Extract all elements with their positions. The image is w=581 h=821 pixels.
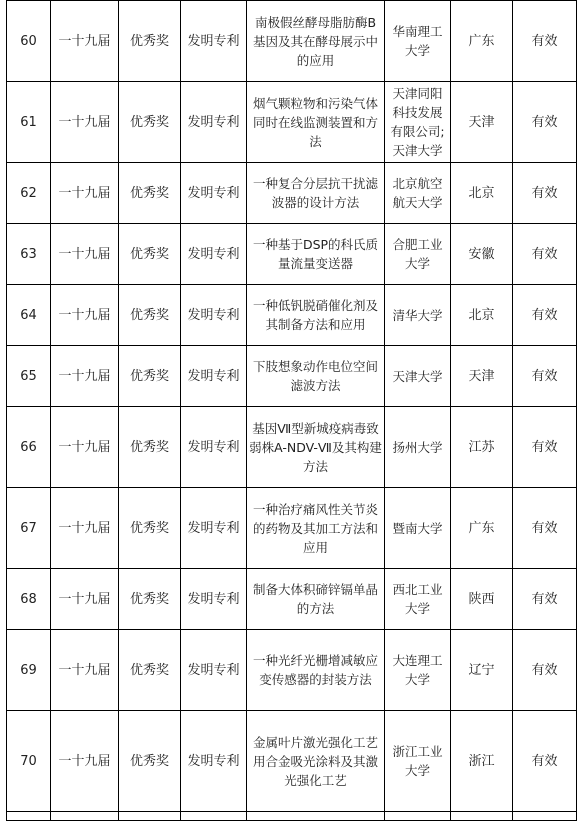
- table-row: [7, 82, 577, 163]
- table-row: [7, 630, 577, 711]
- status-cell: 有效: [513, 1, 577, 82]
- patent-name-cell: 南极假丝酵母脂肪酶B基因及其在酵母展示中的应用: [247, 1, 385, 82]
- row-number: 65: [7, 346, 51, 407]
- status-cell: 有效: [513, 407, 577, 488]
- region-cell: 辽宁: [451, 630, 513, 711]
- table-row: [7, 346, 577, 407]
- award-cell: 优秀奖: [119, 569, 181, 630]
- award-cell: 优秀奖: [119, 488, 181, 569]
- region-cell: 安徽: [451, 224, 513, 285]
- award-cell: 优秀奖: [119, 407, 181, 488]
- session-cell: 一十九届: [51, 630, 119, 711]
- organization-cell: 暨南大学: [385, 488, 451, 569]
- region-cell: 浙江: [451, 711, 513, 812]
- status-cell: 有效: [513, 711, 577, 812]
- table-row: [7, 163, 577, 224]
- region-cell: 广东: [451, 1, 513, 82]
- organization-cell: 浙江工业大学: [385, 711, 451, 812]
- table-row: [7, 1, 577, 82]
- row-number: 68: [7, 569, 51, 630]
- patent-type-cell: 发明专利: [181, 285, 247, 346]
- award-cell: 优秀奖: [119, 224, 181, 285]
- award-cell: 优秀奖: [119, 346, 181, 407]
- patent-type-cell: 发明专利: [181, 488, 247, 569]
- organization-cell: 华南理工大学: [385, 1, 451, 82]
- organization-cell: 天津同阳科技发展有限公司;天津大学: [385, 82, 451, 163]
- award-cell: 优秀奖: [119, 711, 181, 812]
- status-cell: 有效: [513, 346, 577, 407]
- patent-type-cell: 发明专利: [181, 163, 247, 224]
- organization-cell: 西北工业大学: [385, 569, 451, 630]
- session-cell: 一十九届: [51, 569, 119, 630]
- patent-type-cell: 发明专利: [181, 569, 247, 630]
- patent-name-cell: 一种治疗痛风性关节炎的药物及其加工方法和应用: [247, 488, 385, 569]
- status-cell: 有效: [513, 630, 577, 711]
- patent-type-cell: 发明专利: [181, 346, 247, 407]
- status-cell: 有效: [513, 285, 577, 346]
- patent-name-cell: 金属叶片激光强化工艺用合金吸光涂料及其激光强化工艺: [247, 711, 385, 812]
- table-row: [7, 569, 577, 630]
- award-cell: 优秀奖: [119, 285, 181, 346]
- organization-cell: 天津大学: [385, 346, 451, 407]
- session-cell: 一十九届: [51, 346, 119, 407]
- patent-name-cell: 一种复合分层抗干扰滤波器的设计方法: [247, 163, 385, 224]
- patent-type-cell: 发明专利: [181, 1, 247, 82]
- row-number: 66: [7, 407, 51, 488]
- session-cell: 一十九届: [51, 285, 119, 346]
- status-cell: 有效: [513, 163, 577, 224]
- row-number: 62: [7, 163, 51, 224]
- patent-name-cell: 制备大体积碲锌镉单晶的方法: [247, 569, 385, 630]
- session-cell: 一十九届: [51, 711, 119, 812]
- session-cell: 一十九届: [51, 163, 119, 224]
- patent-name-cell: 基因Ⅶ型新城疫病毒致弱株A-NDV-Ⅶ及其构建方法: [247, 407, 385, 488]
- organization-cell: 清华大学: [385, 285, 451, 346]
- region-cell: 江苏: [451, 407, 513, 488]
- region-cell: 天津: [451, 82, 513, 163]
- status-cell: 有效: [513, 569, 577, 630]
- patent-type-cell: 发明专利: [181, 630, 247, 711]
- patent-type-cell: 发明专利: [181, 224, 247, 285]
- session-cell: 一十九届: [51, 224, 119, 285]
- award-cell: 优秀奖: [119, 163, 181, 224]
- region-cell: 北京: [451, 285, 513, 346]
- row-number: 60: [7, 1, 51, 82]
- table-row: [7, 407, 577, 488]
- session-cell: 一十九届: [51, 1, 119, 82]
- organization-cell: 扬州大学: [385, 407, 451, 488]
- award-cell: 优秀奖: [119, 630, 181, 711]
- session-cell: 一十九届: [51, 488, 119, 569]
- row-number: 67: [7, 488, 51, 569]
- award-cell: 优秀奖: [119, 1, 181, 82]
- row-number: 69: [7, 630, 51, 711]
- organization-cell: 北京航空航天大学: [385, 163, 451, 224]
- award-table: [6, 0, 577, 821]
- table-row: [7, 711, 577, 812]
- session-cell: 一十九届: [51, 82, 119, 163]
- status-cell: 有效: [513, 224, 577, 285]
- status-cell: 有效: [513, 82, 577, 163]
- row-number: 64: [7, 285, 51, 346]
- table-row-partial-bottom: [7, 812, 577, 821]
- patent-name-cell: 下肢想象动作电位空间滤波方法: [247, 346, 385, 407]
- region-cell: 北京: [451, 163, 513, 224]
- row-number: 61: [7, 82, 51, 163]
- region-cell: 天津: [451, 346, 513, 407]
- table-row: [7, 224, 577, 285]
- patent-type-cell: 发明专利: [181, 407, 247, 488]
- row-number: 63: [7, 224, 51, 285]
- patent-name-cell: 一种低钒脱硝催化剂及其制备方法和应用: [247, 285, 385, 346]
- region-cell: 广东: [451, 488, 513, 569]
- patent-type-cell: 发明专利: [181, 711, 247, 812]
- status-cell: 有效: [513, 488, 577, 569]
- table-row: [7, 488, 577, 569]
- patent-name-cell: 一种光纤光栅增减敏应变传感器的封装方法: [247, 630, 385, 711]
- patent-name-cell: 烟气颗粒物和污染气体同时在线监测装置和方法: [247, 82, 385, 163]
- table-row: [7, 285, 577, 346]
- organization-cell: 合肥工业大学: [385, 224, 451, 285]
- award-cell: 优秀奖: [119, 82, 181, 163]
- row-number: 70: [7, 711, 51, 812]
- region-cell: 陕西: [451, 569, 513, 630]
- organization-cell: 大连理工大学: [385, 630, 451, 711]
- session-cell: 一十九届: [51, 407, 119, 488]
- patent-type-cell: 发明专利: [181, 82, 247, 163]
- patent-name-cell: 一种基于DSP的科氏质量流量变送器: [247, 224, 385, 285]
